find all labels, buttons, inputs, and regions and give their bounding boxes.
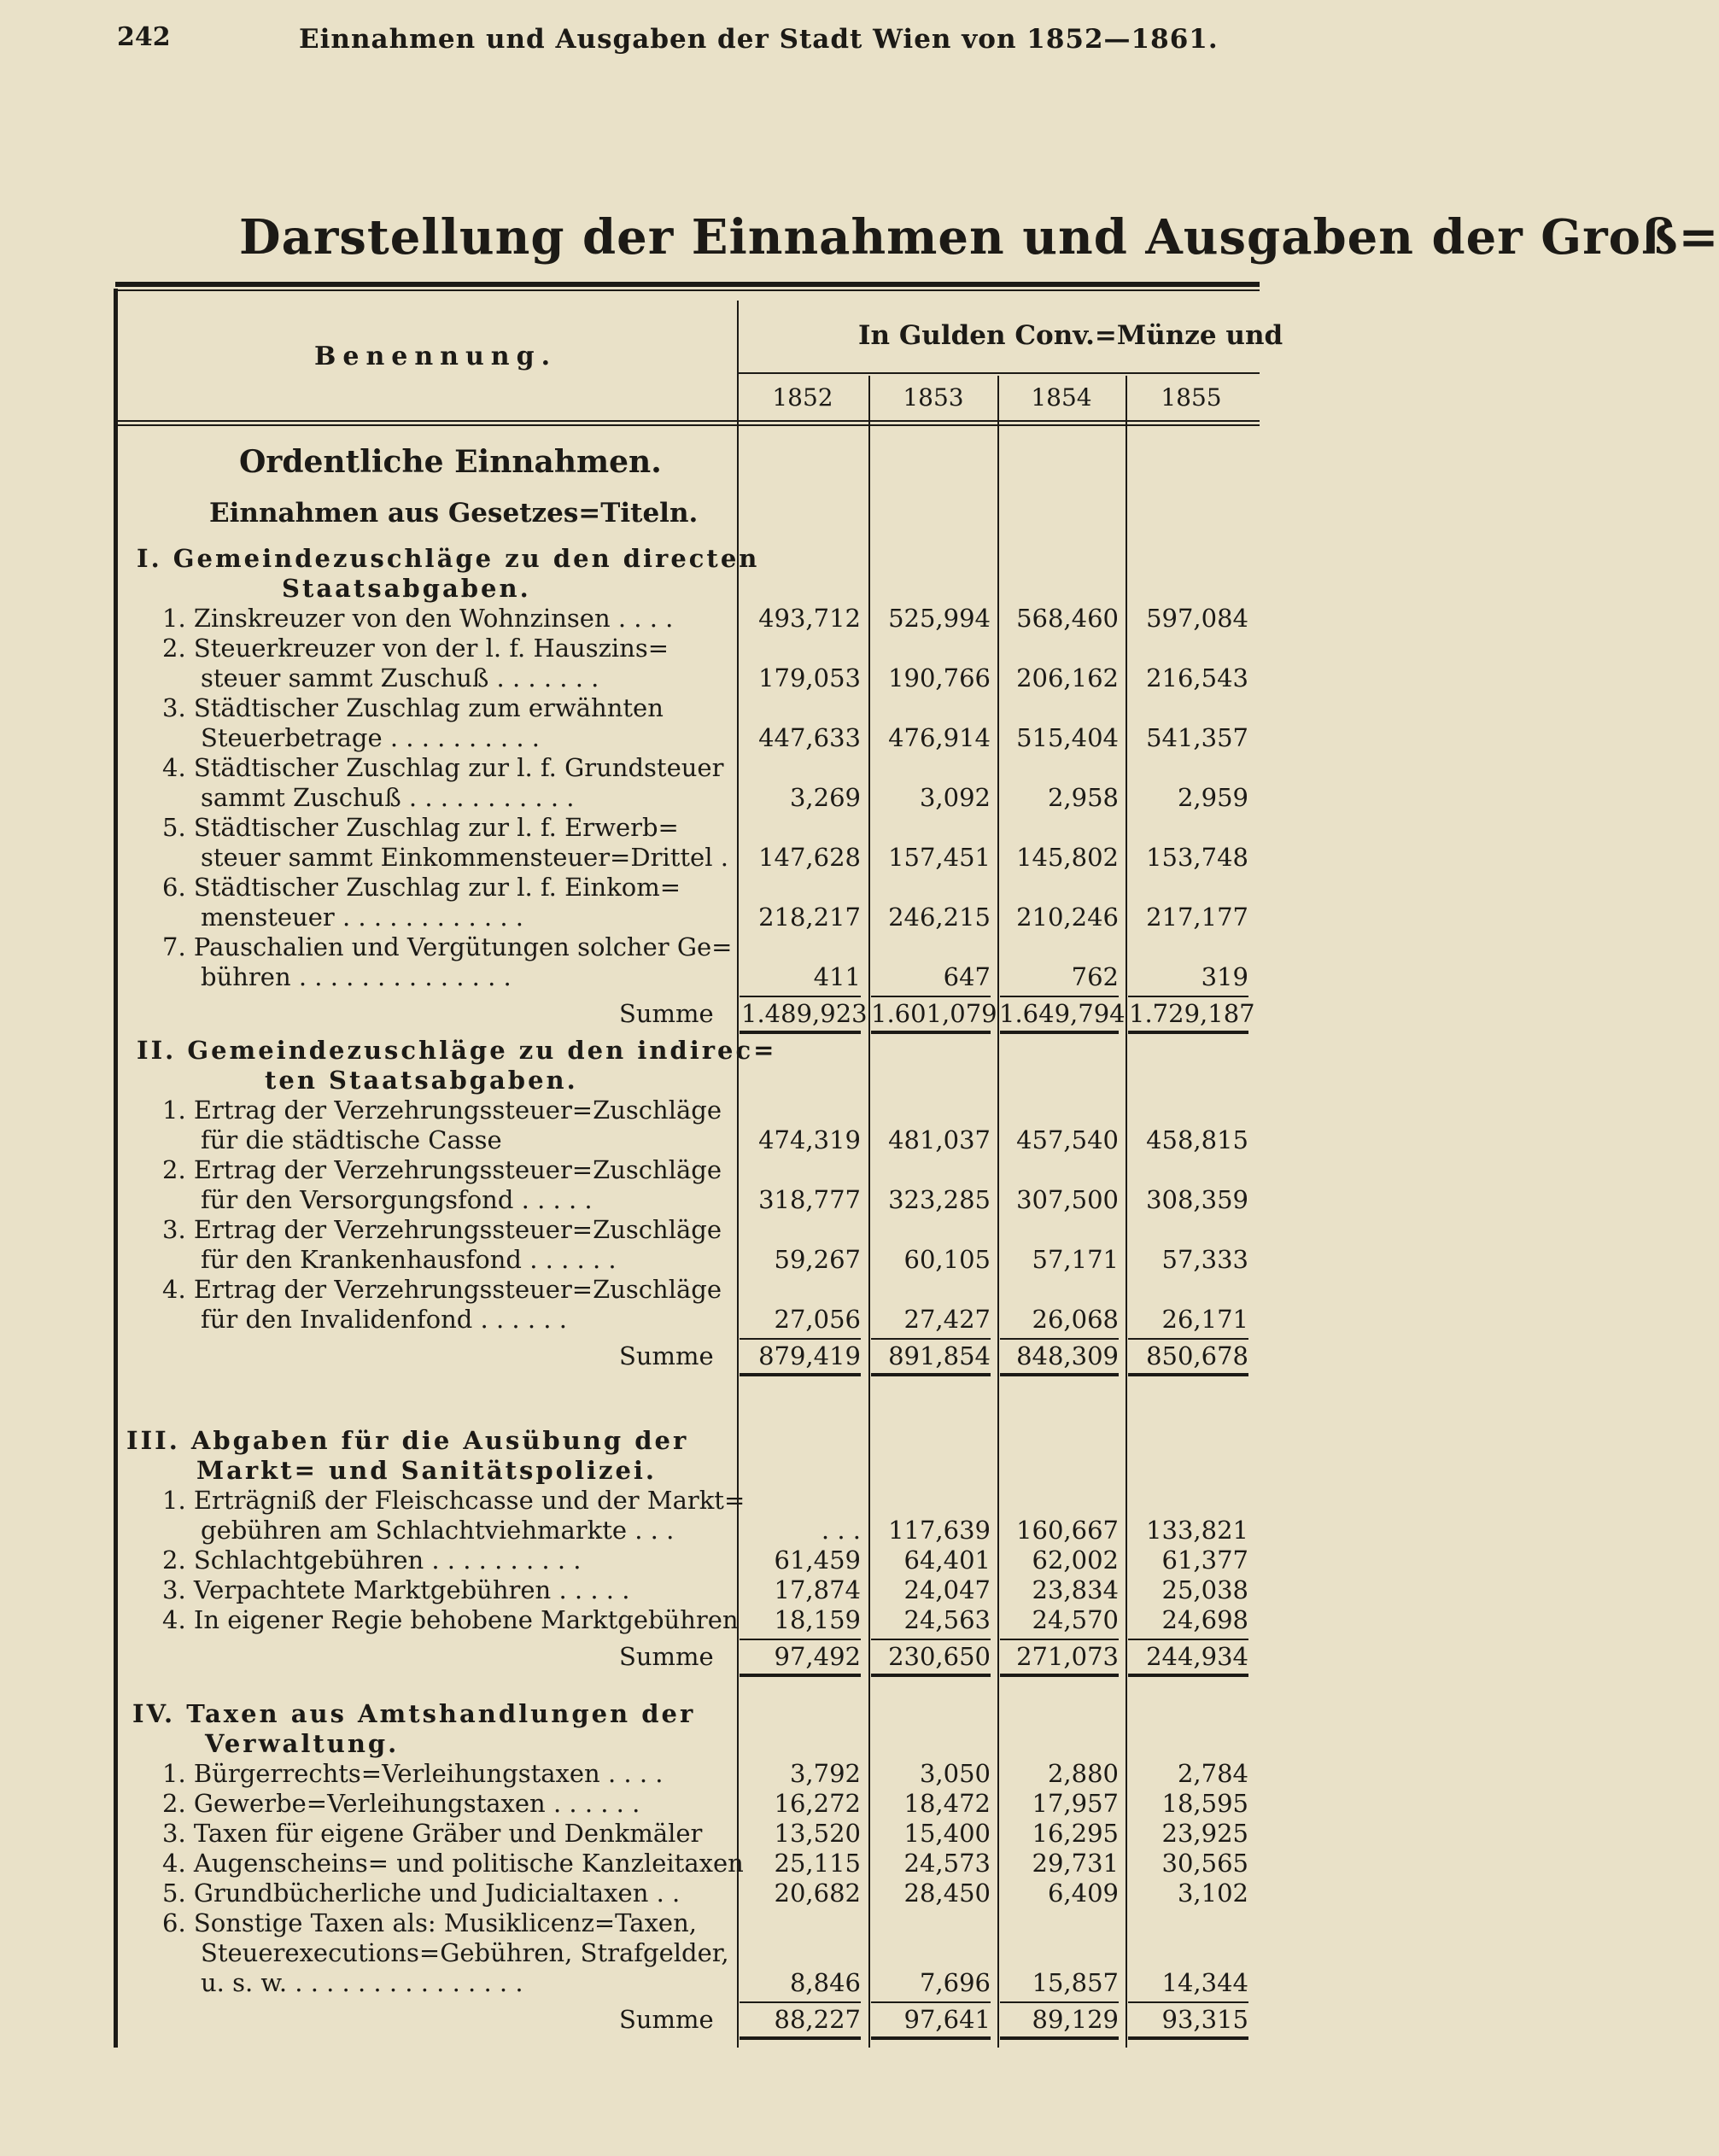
row-label: gebühren am Schlachtviehmarkte . . .: [201, 1516, 675, 1545]
sum-rule: [1128, 996, 1248, 997]
sum-value: 1.601,079: [871, 999, 997, 1028]
page-title: Darstellung der Einnahmen und Ausgaben der Groß=: [239, 209, 1719, 266]
cell-value: 23,925: [1161, 1819, 1248, 1848]
cell-value: 133,821: [1146, 1516, 1248, 1545]
sum-underline: [1000, 2036, 1119, 2040]
column-header-currency: In Gulden Conv.=Münze und: [858, 320, 1283, 351]
cell-value: 25,038: [1161, 1575, 1248, 1604]
cell-value: 16,272: [774, 1789, 861, 1818]
page-number: 242: [117, 22, 171, 52]
cell-value: 24,047: [903, 1575, 991, 1604]
cell-value: 24,573: [903, 1849, 991, 1878]
sum-underline: [1000, 1373, 1119, 1376]
sum-underline: [871, 2036, 991, 2040]
row-label: sammt Zuschuß . . . . . . . . . . .: [201, 783, 575, 812]
cell-value: 61,459: [774, 1545, 861, 1575]
row-label: für den Krankenhausfond . . . . . .: [201, 1245, 617, 1274]
cell-value: 217,177: [1146, 903, 1248, 932]
cell-value: 190,766: [888, 663, 991, 692]
row-label: 2. Steuerkreuzer von der l. f. Hauszins=: [162, 634, 669, 663]
header-rule-currency: [737, 372, 1260, 374]
row-label: für die städtische Casse: [201, 1125, 502, 1154]
cell-value: 13,520: [774, 1819, 861, 1848]
row-label: 2. Ertrag der Verzehrungssteuer=Zuschläge: [162, 1155, 722, 1184]
row-label: 1. Zinskreuzer von den Wohnzinsen . . . .: [162, 604, 674, 633]
sum-underline: [871, 1031, 991, 1034]
sum-value: 1.729,187: [1129, 999, 1255, 1028]
sum-label: Summe: [619, 999, 714, 1028]
cell-value: 8,846: [789, 1968, 861, 1997]
row-label: mensteuer . . . . . . . . . . . .: [201, 903, 523, 932]
cell-value: 476,914: [888, 723, 991, 752]
cell-value: 447,633: [758, 723, 861, 752]
row-label: 1. Bürgerrechts=Verleihungstaxen . . . .: [162, 1759, 664, 1788]
cell-value: 30,565: [1161, 1849, 1248, 1878]
row-label: bühren . . . . . . . . . . . . . .: [201, 962, 512, 991]
heading-ordentliche-text: Ordentliche Einnahmen.: [239, 444, 662, 480]
sum-label: Summe: [619, 1642, 714, 1671]
cell-value: 24,570: [1032, 1605, 1119, 1634]
sum-rule: [740, 2001, 861, 2003]
section-title-text: II. Gemeindezuschläge zu den indirec=: [137, 1036, 777, 1065]
cell-value: 62,002: [1032, 1545, 1119, 1575]
sum-underline: [871, 1373, 991, 1376]
section-title-text: I. Gemeindezuschläge zu den directen: [137, 544, 760, 573]
row-label: 3. Taxen für eigene Gräber und Denkmäler: [162, 1819, 703, 1848]
cell-value: 525,994: [888, 604, 991, 633]
cell-value: . . .: [821, 1516, 861, 1545]
cell-value: 153,748: [1146, 843, 1248, 872]
sum-underline: [740, 2036, 861, 2040]
sum-rule: [1000, 2001, 1119, 2003]
sum-underline: [1128, 1674, 1248, 1677]
cell-value: 308,359: [1146, 1185, 1248, 1214]
row-label: 4. Augenscheins= und politische Kanzleitaxen: [162, 1849, 744, 1878]
cell-value: 18,595: [1161, 1789, 1248, 1818]
cell-value: 157,451: [888, 843, 991, 872]
sum-value: 891,854: [888, 1341, 991, 1370]
cell-value: 15,400: [903, 1819, 991, 1848]
cell-value: 147,628: [758, 843, 861, 872]
cell-value: 481,037: [888, 1125, 991, 1154]
row-label: 7. Pauschalien und Vergütungen solcher Ge=: [162, 932, 733, 961]
cell-value: 60,105: [903, 1245, 991, 1274]
sum-rule: [740, 996, 861, 997]
sum-label: Summe: [619, 1341, 714, 1370]
cell-value: 597,084: [1146, 604, 1248, 633]
sum-rule: [1128, 1639, 1248, 1640]
column-header-year: 1852: [772, 383, 833, 412]
section-title-text: Verwaltung.: [205, 1729, 400, 1758]
cell-value: 210,246: [1016, 903, 1119, 932]
cell-value: 2,958: [1047, 783, 1119, 812]
cell-value: 3,102: [1177, 1878, 1248, 1908]
sum-rule: [740, 1639, 861, 1640]
sum-value: 97,492: [774, 1642, 861, 1671]
cell-value: 27,056: [774, 1305, 861, 1334]
cell-value: 206,162: [1016, 663, 1119, 692]
cell-value: 15,857: [1032, 1968, 1119, 1997]
sum-rule: [1128, 2001, 1248, 2003]
cell-value: 59,267: [774, 1245, 861, 1274]
sum-underline: [1128, 2036, 1248, 2040]
column-header-year: 1853: [903, 383, 964, 412]
cell-value: 2,959: [1177, 783, 1248, 812]
cell-value: 515,404: [1016, 723, 1119, 752]
cell-value: 26,068: [1032, 1305, 1119, 1334]
cell-value: 3,050: [919, 1759, 991, 1788]
cell-value: 28,450: [903, 1878, 991, 1908]
section-title-text: IV. Taxen aus Amtshandlungen der: [132, 1699, 696, 1728]
sum-value: 879,419: [758, 1341, 861, 1370]
row-label: 5. Grundbücherliche und Judicialtaxen . .: [162, 1878, 681, 1908]
row-label: 1. Erträgniß der Fleischcasse und der Markt=: [162, 1486, 745, 1515]
cell-value: 25,115: [774, 1849, 861, 1878]
cell-value: 474,319: [758, 1125, 861, 1154]
cell-value: 160,667: [1016, 1516, 1119, 1545]
row-label: 1. Ertrag der Verzehrungssteuer=Zuschläge: [162, 1096, 722, 1125]
cell-value: 6,409: [1047, 1878, 1119, 1908]
cell-value: 218,217: [758, 903, 861, 932]
sum-underline: [740, 1674, 861, 1677]
sum-rule: [871, 2001, 991, 2003]
sum-rule: [1000, 1639, 1119, 1640]
cell-value: 762: [1071, 962, 1119, 991]
table-top-rule: [115, 282, 1260, 287]
cell-value: 26,171: [1161, 1305, 1248, 1334]
column-divider: [868, 376, 870, 2048]
cell-value: 246,215: [888, 903, 991, 932]
heading-gesetzes-text: Einnahmen aus Gesetzes=Titeln.: [209, 498, 699, 529]
cell-value: 61,377: [1161, 1545, 1248, 1575]
row-label: für den Versorgungsfond . . . . .: [201, 1185, 593, 1214]
cell-value: 568,460: [1016, 604, 1119, 633]
sum-rule: [1128, 1338, 1248, 1340]
cell-value: 2,784: [1177, 1759, 1248, 1788]
cell-value: 64,401: [903, 1545, 991, 1575]
row-label: 4. In eigener Regie behobene Marktgebühren: [162, 1605, 739, 1634]
cell-value: 318,777: [758, 1185, 861, 1214]
cell-value: 145,802: [1016, 843, 1119, 872]
sum-rule: [1000, 996, 1119, 997]
running-head: Einnahmen und Ausgaben der Stadt Wien von 1852—1861.: [299, 24, 1219, 55]
row-label: Steuerexecutions=Gebühren, Strafgelder,: [201, 1938, 729, 1967]
cell-value: 457,540: [1016, 1125, 1119, 1154]
section-title-text: III. Abgaben für die Ausübung der: [126, 1426, 689, 1455]
sum-underline: [740, 1373, 861, 1376]
column-header-year: 1854: [1031, 383, 1092, 412]
cell-value: 16,295: [1032, 1819, 1119, 1848]
cell-value: 117,639: [888, 1516, 991, 1545]
row-label: u. s. w. . . . . . . . . . . . . . . .: [201, 1968, 523, 1997]
header-rule-bottom: [115, 420, 1260, 422]
cell-value: 17,874: [774, 1575, 861, 1604]
row-label: 4. Ertrag der Verzehrungssteuer=Zuschläge: [162, 1275, 722, 1304]
sum-rule: [871, 1639, 991, 1640]
cell-value: 17,957: [1032, 1789, 1119, 1818]
sum-underline: [1000, 1031, 1119, 1034]
row-label: 2. Gewerbe=Verleihungstaxen . . . . . .: [162, 1789, 640, 1818]
sum-rule: [871, 996, 991, 997]
cell-value: 216,543: [1146, 663, 1248, 692]
sum-value: 230,650: [888, 1642, 991, 1671]
cell-value: 57,171: [1032, 1245, 1119, 1274]
cell-value: 541,357: [1146, 723, 1248, 752]
sum-value: 1.649,794: [999, 999, 1126, 1028]
row-label: Steuerbetrage . . . . . . . . . .: [201, 723, 541, 752]
cell-value: 319: [1201, 962, 1248, 991]
sum-underline: [1000, 1674, 1119, 1677]
cell-value: 18,472: [903, 1789, 991, 1818]
row-label: steuer sammt Einkommensteuer=Drittel .: [201, 843, 728, 872]
sum-rule: [1000, 1338, 1119, 1340]
sum-underline: [1128, 1031, 1248, 1034]
section-title-text: Staatsabgaben.: [282, 574, 531, 603]
column-header-benennung: Benennung.: [314, 342, 558, 371]
row-label: 5. Städtischer Zuschlag zur l. f. Erwerb=: [162, 813, 679, 842]
sum-rule: [871, 1338, 991, 1340]
sum-value: 89,129: [1032, 2005, 1119, 2034]
header-rule-bottom-2: [115, 424, 1260, 426]
row-label: 3. Ertrag der Verzehrungssteuer=Zuschläge: [162, 1215, 722, 1244]
row-label: steuer sammt Zuschuß . . . . . . .: [201, 663, 599, 692]
cell-value: 323,285: [888, 1185, 991, 1214]
cell-value: 24,563: [903, 1605, 991, 1634]
sum-underline: [871, 1674, 991, 1677]
sum-label: Summe: [619, 2005, 714, 2034]
sum-value: 1.489,923: [741, 999, 868, 1028]
cell-value: 29,731: [1032, 1849, 1119, 1878]
cell-value: 20,682: [774, 1878, 861, 1908]
sum-value: 271,073: [1016, 1642, 1119, 1671]
sum-underline: [1128, 1373, 1248, 1376]
row-label: 2. Schlachtgebühren . . . . . . . . . .: [162, 1545, 582, 1575]
cell-value: 18,159: [774, 1605, 861, 1634]
row-label: 3. Verpachtete Marktgebühren . . . . .: [162, 1575, 630, 1604]
column-header-year: 1855: [1161, 383, 1222, 412]
cell-value: 3,269: [789, 783, 861, 812]
sum-value: 93,315: [1161, 2005, 1248, 2034]
sum-value: 97,641: [903, 2005, 991, 2034]
cell-value: 493,712: [758, 604, 861, 633]
row-label: 6. Sonstige Taxen als: Musiklicenz=Taxen,: [162, 1908, 697, 1937]
cell-value: 7,696: [919, 1968, 991, 1997]
cell-value: 2,880: [1047, 1759, 1119, 1788]
row-label: 3. Städtischer Zuschlag zum erwähnten: [162, 693, 664, 722]
row-label: 4. Städtischer Zuschlag zur l. f. Grundsteuer: [162, 753, 724, 782]
sum-value: 848,309: [1016, 1341, 1119, 1370]
sum-value: 244,934: [1146, 1642, 1248, 1671]
sum-rule: [740, 1338, 861, 1340]
cell-value: 458,815: [1146, 1125, 1248, 1154]
cell-value: 179,053: [758, 663, 861, 692]
sum-value: 88,227: [774, 2005, 861, 2034]
cell-value: 3,792: [789, 1759, 861, 1788]
cell-value: 647: [943, 962, 991, 991]
cell-value: 411: [813, 962, 861, 991]
sum-value: 850,678: [1146, 1341, 1248, 1370]
row-label: für den Invalidenfond . . . . . .: [201, 1305, 567, 1334]
column-divider: [1126, 376, 1127, 2048]
sum-underline: [740, 1031, 861, 1034]
cell-value: 57,333: [1161, 1245, 1248, 1274]
cell-value: 23,834: [1032, 1575, 1119, 1604]
section-title-text: Markt= und Sanitätspolizei.: [196, 1456, 658, 1485]
row-label: 6. Städtischer Zuschlag zur l. f. Einkom=: [162, 873, 681, 902]
cell-value: 27,427: [903, 1305, 991, 1334]
cell-value: 3,092: [919, 783, 991, 812]
cell-value: 14,344: [1161, 1968, 1248, 1997]
cell-value: 24,698: [1161, 1605, 1248, 1634]
section-title-text: ten Staatsabgaben.: [265, 1066, 578, 1095]
cell-value: 307,500: [1016, 1185, 1119, 1214]
